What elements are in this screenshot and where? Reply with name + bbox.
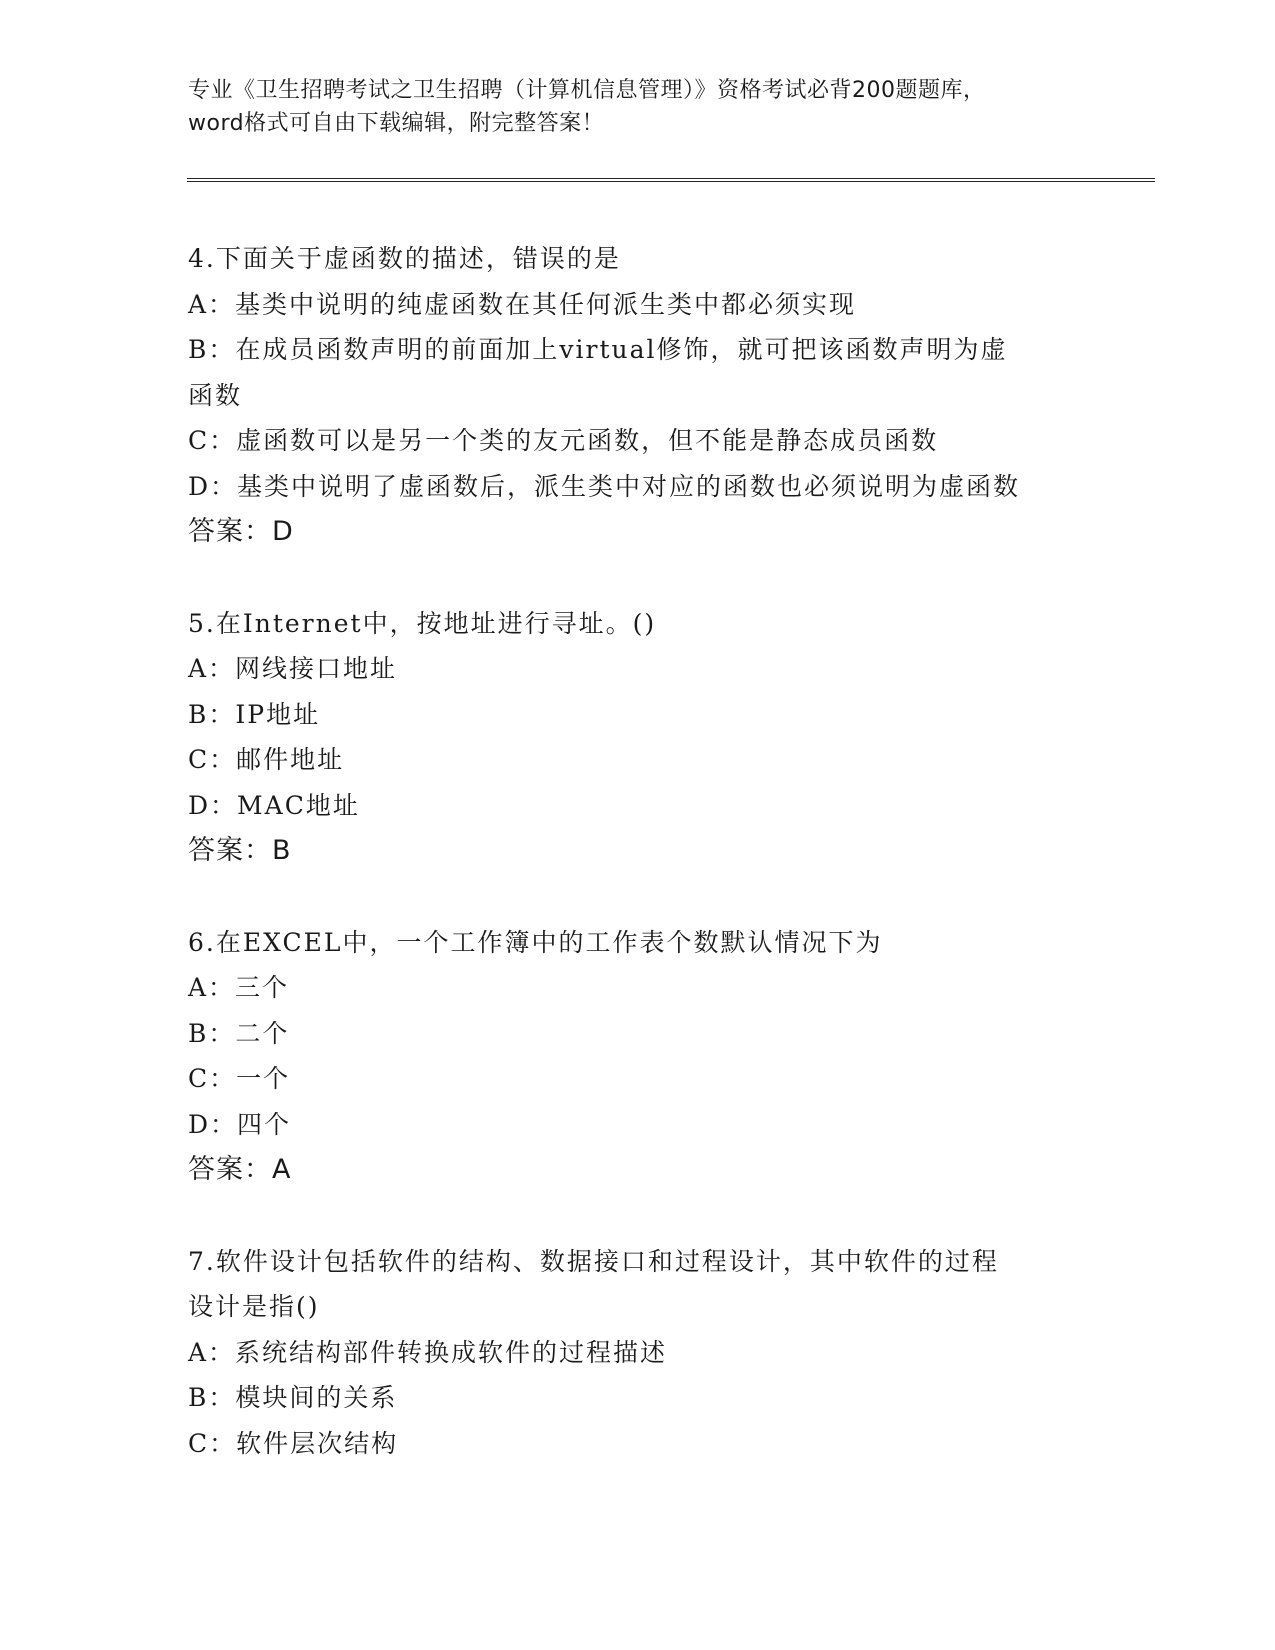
question-stem: 4.下面关于虚函数的描述，错误的是 <box>188 244 621 273</box>
question-stem: 5.在Internet中，按地址进行寻址。() <box>188 608 657 638</box>
option-b: B：模块间的关系 <box>188 1383 398 1412</box>
question-6 <box>188 920 1088 1193</box>
question-stem: 7.软件设计包括软件的结构、数据接口和过程设计，其中软件的过程 <box>188 1246 999 1276</box>
option-c: C：虚函数可以是另一个类的友元函数，但不能是静态成员函数 <box>188 426 939 455</box>
header-title-line-1: 专业《卫生招聘考试之卫生招聘（计算机信息管理）》资格考试必背200题题库， <box>188 78 986 103</box>
option-c: C：软件层次结构 <box>188 1428 399 1458</box>
header-title-line-2: word格式可自由下载编辑，附完整答案！ <box>188 111 605 136</box>
option-d: D：四个 <box>188 1109 292 1139</box>
answer: 答案：B <box>188 835 292 866</box>
option-c: C：邮件地址 <box>188 745 345 774</box>
option-b: B：二个 <box>188 1018 290 1048</box>
answer: 答案：A <box>188 1154 292 1185</box>
question-list <box>188 236 1088 1512</box>
option-a: A：基类中说明的纯虚函数在其任何派生类中都必须实现 <box>188 289 857 319</box>
question-5 <box>188 601 1088 874</box>
option-c: C：一个 <box>188 1064 291 1093</box>
option-b: B：IP地址 <box>188 699 321 729</box>
document-header <box>188 74 1088 140</box>
option-d: D：基类中说明了虚函数后，派生类中对应的函数也必须说明为虚函数 <box>188 471 1021 501</box>
answer: 答案：D <box>188 516 294 547</box>
question-4 <box>188 236 1088 555</box>
option-a: A：系统结构部件转换成软件的过程描述 <box>188 1337 668 1367</box>
option-b: B：在成员函数声明的前面加上virtual修饰，就可把该函数声明为虚 <box>188 335 1008 364</box>
option-a: A：三个 <box>188 973 290 1002</box>
question-7 <box>188 1239 1088 1467</box>
option-b-continued: 函数 <box>188 380 243 410</box>
question-stem: 6.在EXCEL中，一个工作簿中的工作表个数默认情况下为 <box>188 927 883 957</box>
header-divider <box>187 178 1155 182</box>
option-a: A：网线接口地址 <box>188 654 398 683</box>
option-d: D：MAC地址 <box>188 790 360 820</box>
question-stem-continued: 设计是指() <box>188 1292 320 1321</box>
